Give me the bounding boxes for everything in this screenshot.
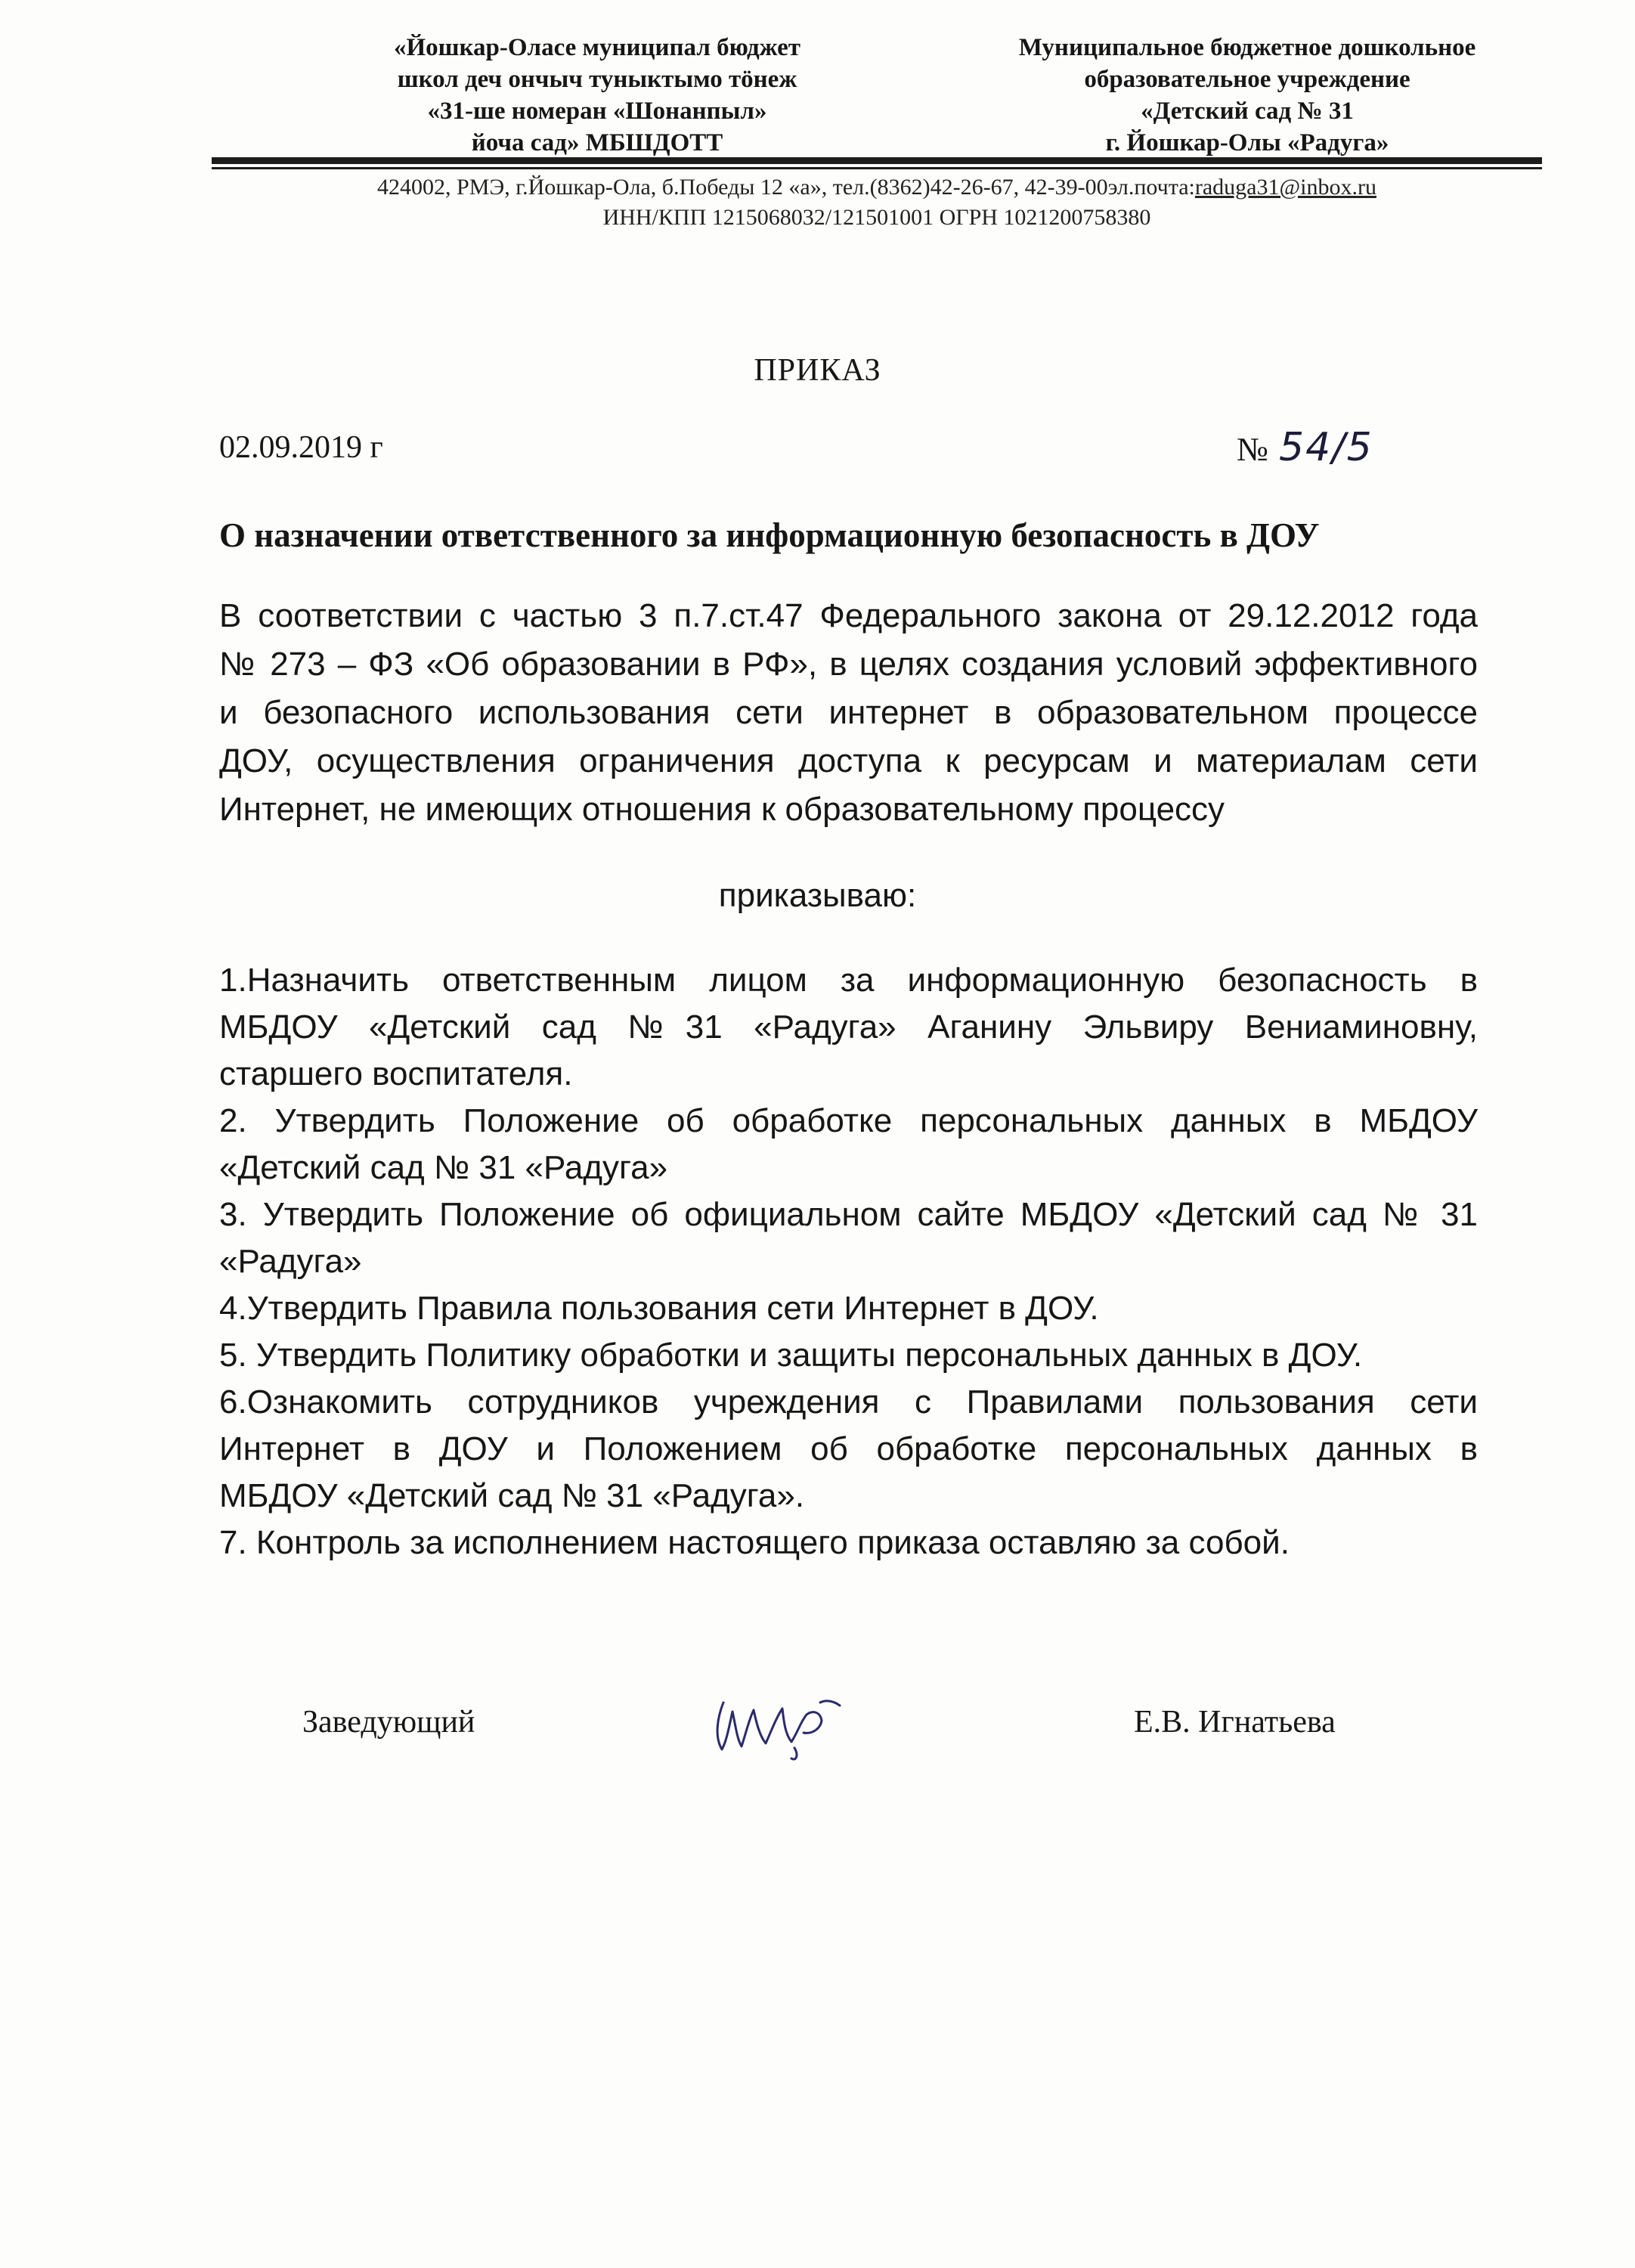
preamble-line: Интернет, не имеющих отношения к образовательному процессу bbox=[219, 791, 1225, 828]
address-line bbox=[212, 172, 1542, 203]
preamble-line: ДОУ, осуществления ограничения доступа к ресурсам и материалам сети bbox=[219, 742, 1478, 779]
item-line: 1.Назначить ответственным лицом за информационную безопасность в bbox=[219, 962, 1478, 999]
number-sign: № bbox=[1237, 431, 1268, 468]
document-subject: О назначении ответственного за информационную безопасность в ДОУ bbox=[219, 516, 1320, 554]
document-date: 02.09.2019 г bbox=[219, 430, 383, 465]
letterhead-russian bbox=[975, 32, 1519, 159]
preamble-line: и безопасного использования сети интернет в образовательном процессе bbox=[219, 694, 1478, 731]
item-line: 4.Утвердить Правила пользования сети Интернет в ДОУ. bbox=[219, 1290, 1099, 1327]
item-line: МБДОУ «Детский сад №31 «Радуга» Аганину Эльвиру Вениаминовну, bbox=[219, 1009, 1478, 1046]
item-line: 5. Утвердить Политику обработки и защиты персональных данных в ДОУ. bbox=[219, 1337, 1363, 1374]
item-line: «Радуга» bbox=[219, 1243, 362, 1280]
letterhead-line: «31-ше номеран «Шонанпыл» bbox=[427, 98, 767, 125]
registration-line: ИНН/КПП 1215068032/121501001 ОГРН 1021200758380 bbox=[602, 205, 1151, 230]
item-line: старшего воспитателя. bbox=[219, 1055, 573, 1092]
item-line: 3. Утвердить Положение об официальном сайте МБДОУ «Детский сад № 31 bbox=[219, 1196, 1478, 1233]
item-line: Интернет в ДОУ и Положением об обработке персональных данных в bbox=[219, 1430, 1478, 1467]
letterhead-line: йоча сад» МБШДОТТ bbox=[471, 129, 723, 156]
letterhead-line: школ деч ончыч туныктымо тӧнеж bbox=[397, 66, 797, 93]
letterhead-line: «Йошкар-Оласе муниципал бюджет bbox=[394, 34, 800, 61]
document-title: ПРИКАЗ bbox=[754, 353, 881, 388]
handwritten-signature bbox=[707, 1680, 850, 1763]
signer-name: Е.В. Игнатьева bbox=[1134, 1705, 1336, 1740]
preamble-line: В соответствии с частью 3 п.7.ст.47 Федерального закона от 29.12.2012 года bbox=[219, 597, 1478, 634]
handwritten-number: 54/5 bbox=[1278, 425, 1373, 470]
contact-block bbox=[212, 172, 1542, 233]
item-line: 7. Контроль за исполнением настоящего приказа оставляю за собой. bbox=[219, 1524, 1290, 1561]
letterhead-line: г. Йошкар-Олы «Радуга» bbox=[1105, 129, 1389, 156]
order-items bbox=[219, 957, 1478, 1566]
letterhead-divider-thin bbox=[212, 167, 1542, 169]
email-link[interactable]: raduga31@inbox.ru bbox=[1194, 175, 1376, 200]
letterhead-mari bbox=[333, 32, 862, 159]
item-line: МБДОУ «Детский сад № 31 «Радуга». bbox=[219, 1477, 805, 1514]
item-line: 6.Ознакомить сотрудников учреждения с Правилами пользования сети bbox=[219, 1383, 1478, 1421]
item-line: 2. Утвердить Положение об обработке персональных данных в МБДОУ bbox=[219, 1102, 1478, 1139]
preamble-line: № 273 – ФЗ «Об образовании в РФ», в целях создания условий эффективного bbox=[219, 646, 1478, 683]
letterhead-line: образовательное учреждение bbox=[1084, 66, 1410, 93]
letterhead-divider bbox=[212, 157, 1542, 164]
signer-role: Заведующий bbox=[302, 1705, 475, 1740]
document-number bbox=[1237, 425, 1373, 470]
item-line: «Детский сад № 31 «Радуга» bbox=[219, 1149, 668, 1186]
letterhead-line: Муниципальное бюджетное дошкольное bbox=[1018, 34, 1476, 61]
letterhead-line: «Детский сад № 31 bbox=[1141, 98, 1354, 125]
address-text: 424002, РМЭ, г.Йошкар-Ола, б.Победы 12 «а», тел.(8362)42-26-67, 42-39-00эл.почта: bbox=[377, 175, 1195, 200]
order-word: приказываю: bbox=[718, 877, 917, 914]
preamble-paragraph bbox=[219, 592, 1478, 834]
